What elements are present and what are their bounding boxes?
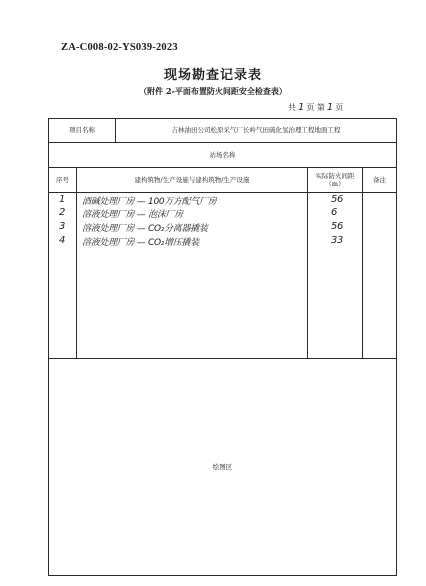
pager-current-suffix: 页: [335, 103, 344, 112]
pager-total-prefix: 共: [288, 103, 296, 112]
row-2-distance: 6: [331, 207, 338, 218]
pager-current-prefix: 第: [316, 103, 325, 112]
record-table: [48, 118, 397, 576]
row-4-building: 溶液处理厂房 — CO₂增压撬装: [82, 238, 199, 248]
row-4-seq: 4: [59, 235, 66, 246]
project-name-label: 项目名称: [69, 126, 95, 135]
row-2-seq: 2: [59, 207, 66, 218]
row-1-distance: 56: [331, 194, 344, 205]
column-header-remark: 备注: [373, 175, 386, 184]
rule: [307, 167, 308, 358]
row-3-seq: 3: [59, 221, 66, 232]
row-1-seq: 1: [59, 194, 66, 205]
project-name-value: 吉林油田公司松原采气厂长岭气田硫化氢治理工程地面工程: [171, 126, 341, 135]
rule: [76, 167, 77, 358]
column-header-distance: 实际防火间距（m）: [315, 171, 355, 188]
page-subtitle: （附件 2-平面布置防火间距安全检查表）: [139, 86, 287, 96]
row-2-building: 溶液处理厂房 — 泡沫厂房: [82, 210, 183, 220]
station-name-label: 站场名称: [209, 150, 236, 159]
pager-total: 1: [298, 102, 305, 113]
drawing-area-label: 绘图区: [212, 462, 233, 471]
document-code: ZA-C008-02-YS039-2023: [61, 42, 178, 53]
row-3-distance: 56: [331, 221, 344, 232]
column-header-seq: 序号: [56, 175, 69, 184]
row-3-building: 溶液处理厂房 — CO₂分离器撬装: [82, 224, 208, 234]
column-header-building: 建构筑物/生产设施与建构筑物/生产设施: [134, 175, 250, 184]
page-counter: [288, 102, 343, 113]
row-4-distance: 33: [331, 235, 344, 246]
page-title: 现场勘查记录表: [163, 68, 262, 83]
pager-current: 1: [326, 102, 334, 113]
rule: [49, 192, 396, 193]
row-1-building: 酒碱处理厂房 — 100万方配气厂房: [82, 197, 217, 207]
pager-total-suffix: 页: [306, 103, 315, 112]
rule: [362, 167, 363, 358]
